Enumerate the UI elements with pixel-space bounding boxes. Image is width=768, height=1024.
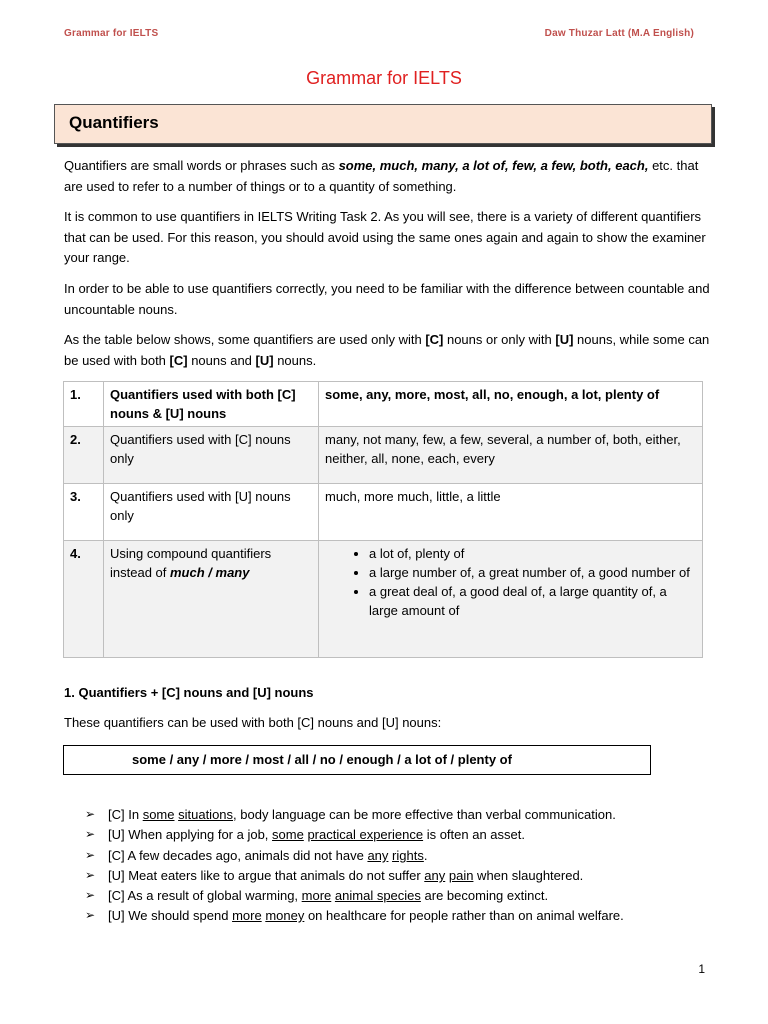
arrow-bullet-icon: ➢ <box>85 848 96 862</box>
arrow-bullet-icon: ➢ <box>85 807 96 821</box>
row-value: many, not many, few, a few, several, a number of, both, either, neither, all, none, each, every <box>319 427 703 484</box>
quantifiers-table <box>63 381 703 658</box>
row-value: some, any, more, most, all, no, enough, a lot, plenty of <box>319 382 703 427</box>
table-row <box>64 382 703 427</box>
arrow-bullet-icon: ➢ <box>85 888 96 902</box>
compound-quantifier-list <box>325 544 696 620</box>
arrow-bullet-icon: ➢ <box>85 868 96 882</box>
row-label: Quantifiers used with [C] nouns only <box>104 427 319 484</box>
page-title: Grammar for IELTS <box>306 68 462 88</box>
row-value: much, more much, little, a little <box>319 484 703 541</box>
row-number: 1. <box>64 382 104 427</box>
arrow-bullet-icon: ➢ <box>85 908 96 922</box>
row-label: Quantifiers used with both [C] nouns & [U] nouns <box>104 382 319 427</box>
header-right: Daw Thuzar Latt (M.A English) <box>544 28 694 39</box>
table-row <box>64 427 703 484</box>
quantifier-box: some / any / more / most / all / no / enough / a lot of / plenty of <box>63 745 651 775</box>
quantifier-examples: some, much, many, a lot of, few, a few, both, each, <box>338 158 649 173</box>
list-item: • a great deal of, a good deal of, a large quantity of, a large amount of <box>369 582 696 620</box>
row-number: 3. <box>64 484 104 541</box>
section-title: Quantifiers <box>69 113 159 132</box>
arrow-bullet-icon: ➢ <box>85 827 96 841</box>
row-number: 2. <box>64 427 104 484</box>
row-label: Using compound quantifiers instead of much / many <box>104 541 319 658</box>
row-label: Quantifiers used with [U] nouns only <box>104 484 319 541</box>
section-heading: 1. Quantifiers + [C] nouns and [U] nouns <box>64 685 314 700</box>
header-left: Grammar for IELTS <box>64 28 159 39</box>
intro-paragraph-3: In order to be able to use quantifiers correctly, you need to be familiar with the difference between countable and uncountable nouns. <box>64 281 710 317</box>
intro-paragraph-4: As the table below shows, some quantifiers are used only with [C] nouns or only with [U] nouns, while some can be used with both [C] nouns and [U] nouns. <box>64 332 710 368</box>
page-number: 1 <box>698 962 705 976</box>
table-row <box>64 484 703 541</box>
section-note: These quantifiers can be used with both [C] nouns and [U] nouns: <box>64 715 442 730</box>
intro-paragraph-1: Quantifiers are small words or phrases such as some, much, many, a lot of, few, a few, both, each, etc. that are used to refer to a number of things or to a quantity of something. <box>64 158 699 194</box>
table-row <box>64 541 703 658</box>
section-title-box <box>54 104 712 144</box>
list-item: • a lot of, plenty of <box>369 544 696 563</box>
row-number: 4. <box>64 541 104 658</box>
list-item: • a large number of, a great number of, a good number of <box>369 563 696 582</box>
intro-paragraph-2: It is common to use quantifiers in IELTS Writing Task 2. As you will see, there is a variety of different quantifiers that can be used. For this reason, you should avoid using the same ones again and again to show the examiner your range. <box>64 209 706 265</box>
row-value <box>319 541 703 658</box>
